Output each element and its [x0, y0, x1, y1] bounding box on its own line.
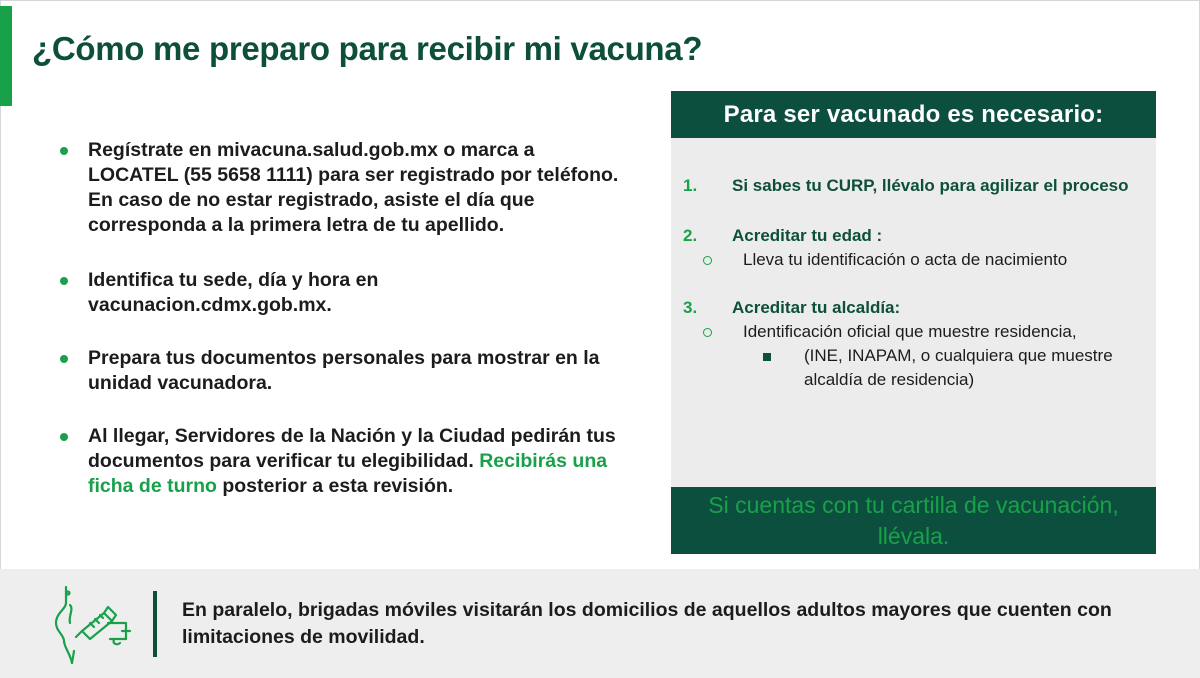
list-item — [60, 268, 620, 318]
requirement-subitem — [683, 248, 1153, 272]
circle-bullet-icon — [703, 256, 712, 265]
requirement-item — [683, 174, 1153, 198]
subitem-text: Lleva tu identificación o acta de nacimiento — [743, 250, 1068, 269]
bullet-icon — [60, 355, 68, 363]
list-item-text: Identifica tu sede, día y hora en vacunacion.cdmx.gob.mx. — [88, 269, 379, 316]
requirement-label: Acreditar tu alcaldía: — [732, 298, 901, 317]
requirement-number: 1. — [683, 176, 698, 195]
requirements-list — [683, 174, 1153, 392]
bullet-icon — [60, 433, 68, 441]
list-item-text: Regístrate en mivacuna.salud.gob.mx o marca a LOCATEL (55 5658 1111) para ser registrado por teléfono. En caso de no estar registrado, asiste el día que corresponda a la primera letra de tu apellido. — [88, 139, 619, 236]
list-item-text-end: posterior a esta revisión. — [216, 475, 454, 497]
subsubitem-text: (INE, INAPAM, o cualquiera que muestre alcaldía de residencia) — [804, 346, 1113, 389]
list-item-text: Prepara tus documentos personales para mostrar en la unidad vacunadora. — [88, 347, 600, 394]
bottom-note: En paralelo, brigadas móviles visitarán los domicilios de aquellos adultos mayores que cuenten con limitaciones de movilidad. — [182, 599, 1112, 648]
panel-header: Para ser vacunado es necesario: — [671, 91, 1156, 138]
panel-footer: Si cuentas con tu cartilla de vacunación, llévala. — [671, 487, 1156, 554]
requirement-number: 3. — [683, 298, 698, 317]
requirements-panel — [671, 91, 1156, 554]
list-item — [60, 424, 620, 499]
list-item — [60, 138, 620, 238]
divider — [153, 591, 157, 657]
bullet-icon — [60, 277, 68, 285]
bullet-icon — [60, 147, 68, 155]
requirement-number: 2. — [683, 226, 698, 245]
requirement-heading — [683, 224, 1153, 248]
requirement-subsubitem — [683, 344, 1153, 392]
subitem-text: Identificación oficial que muestre residencia, — [743, 322, 1077, 341]
requirement-item — [683, 296, 1153, 392]
requirement-label: Acreditar tu edad : — [732, 226, 883, 245]
requirement-subitem — [683, 320, 1153, 344]
requirement-label: Si sabes tu CURP, llévalo para agilizar el proceso — [732, 176, 1129, 195]
requirement-item — [683, 224, 1153, 272]
title-accent-bar — [0, 6, 12, 106]
list-item-text: Al llegar, Servidores de la Nación y la Ciudad pedirán tus documentos para verificar tu elegibilidad. — [88, 425, 616, 472]
bottom-band — [0, 569, 1200, 678]
square-bullet-icon — [763, 353, 771, 361]
circle-bullet-icon — [703, 328, 712, 337]
highlight-text: Recibirás una ficha de turno — [88, 450, 608, 497]
list-item — [60, 346, 620, 396]
hand-syringe-icon — [48, 583, 138, 667]
requirement-heading — [683, 296, 1153, 320]
preparation-steps-list — [60, 138, 620, 499]
page-title: ¿Cómo me preparo para recibir mi vacuna? — [32, 30, 703, 67]
